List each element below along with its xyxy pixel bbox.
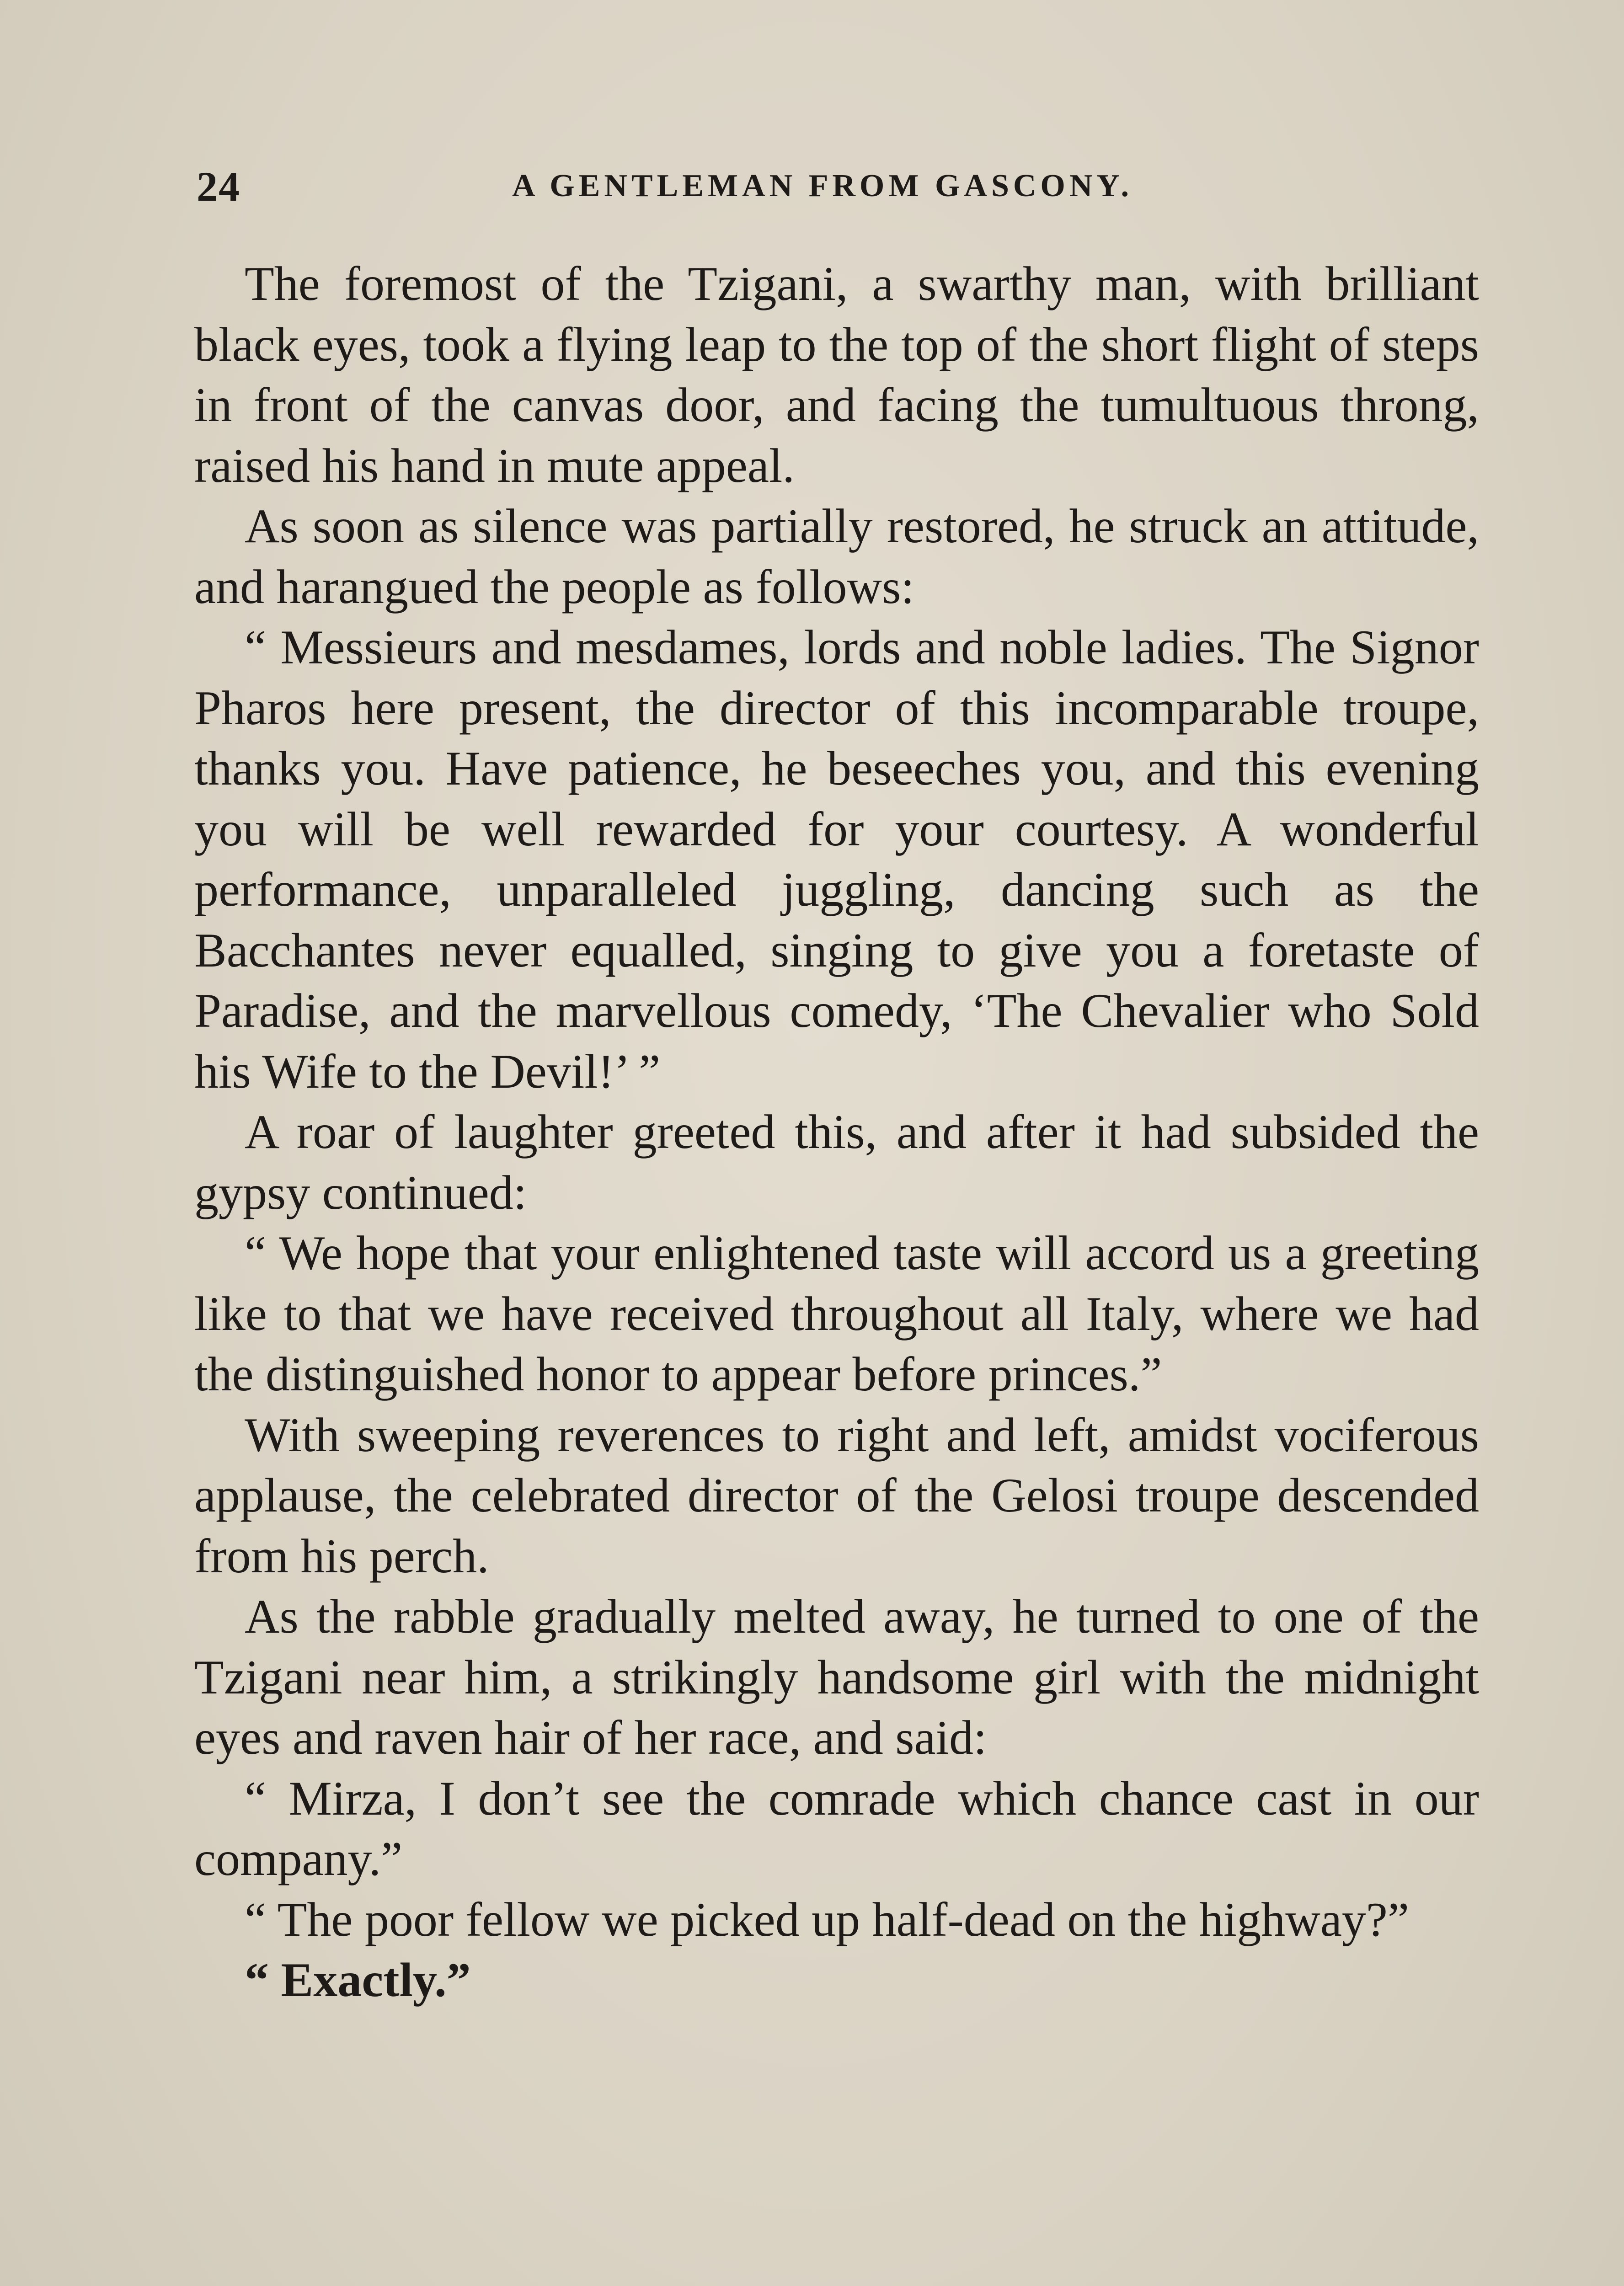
paragraph: As the rabble gradually melted away, he turned to one of the Tzigani near him, a strikingly handsome girl with the midnight eyes and raven hair of her race, and said: <box>194 1590 1479 1764</box>
paragraph: “ Mirza, I don’t see the comrade which chance cast in our company.” <box>194 1771 1479 1885</box>
paragraph: “ Exactly.” <box>245 1953 471 2007</box>
body-text <box>194 254 1479 2011</box>
page-header <box>197 162 1477 217</box>
paragraph: The foremost of the Tzigani, a swarthy man, with brilliant black eyes, took a flying leap to the top of the short flight of steps in front of the canvas door, and facing the tumultuous throng, raised his hand in mute appeal. <box>194 257 1479 492</box>
paragraph: With sweeping reverences to right and left, amidst vociferous applause, the celebrated director of the Gelosi troupe descended from his perch. <box>194 1408 1479 1583</box>
paragraph: “ Messieurs and mesdames, lords and noble ladies. The Signor Pharos here present, the director of this incomparable troupe, thanks you. Have patience, he beseeches you, and this evening you will be well rewarded for your courtesy. A wonderful performance, unparalleled juggling, dancing such as the Bacchantes never equalled, singing to give you a foretaste of Paradise, and the marvellous comedy, ‘The Chevalier who Sold his Wife to the Devil!’ ” <box>194 620 1479 1098</box>
paragraph: “ We hope that your enlightened taste will accord us a greeting like to that we have received throughout all Italy, where we had the distinguished honor to appear before princes.” <box>194 1226 1479 1401</box>
running-title: A GENTLEMAN FROM GASCONY. <box>512 168 1133 203</box>
paragraph: “ The poor fellow we picked up half-dead on the highway?” <box>245 1892 1410 1946</box>
page-number: 24 <box>197 163 240 210</box>
paragraph: A roar of laughter greeted this, and after it had subsided the gypsy continued: <box>194 1105 1479 1219</box>
paragraph: As soon as silence was partially restored, he struck an attitude, and harangued the people as follows: <box>194 499 1479 614</box>
